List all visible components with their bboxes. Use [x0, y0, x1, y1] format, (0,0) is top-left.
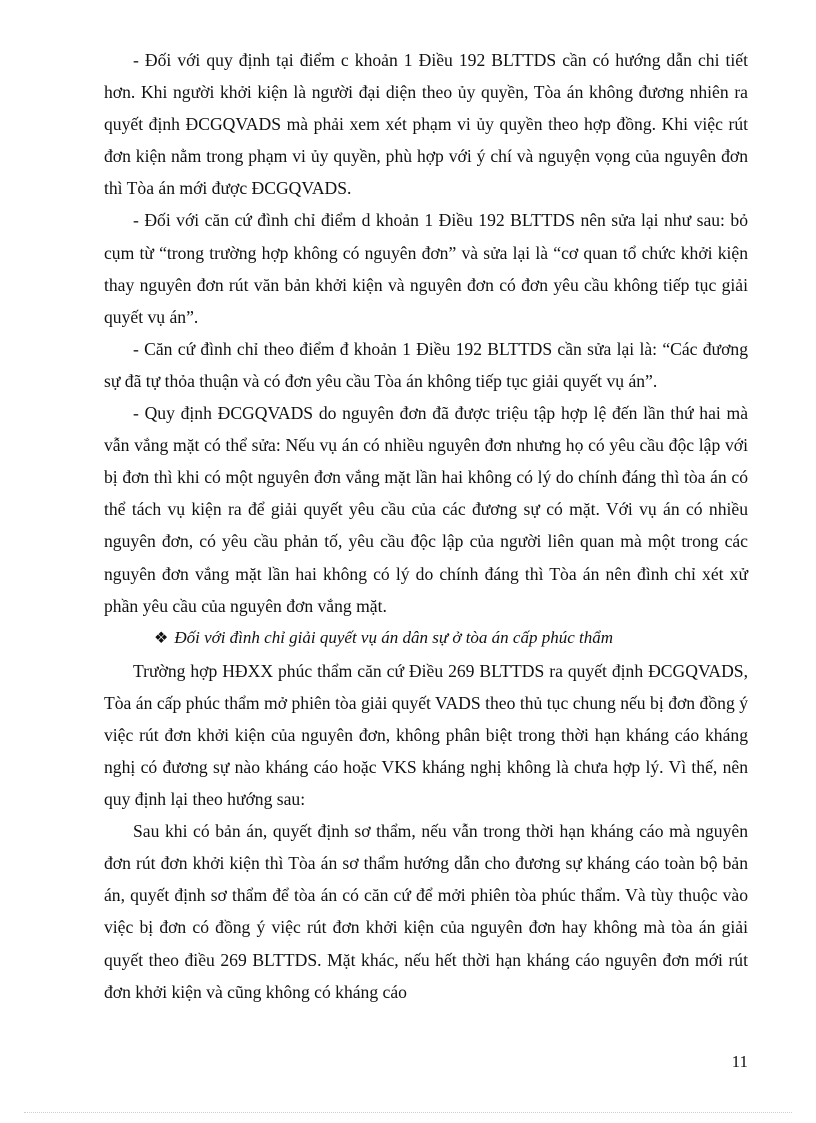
diamond-bullet-icon: ❖: [154, 629, 169, 647]
section-heading-text: Đối với đình chỉ giải quyết vụ án dân sự ở tòa án cấp phúc thẩm: [174, 627, 614, 647]
body-paragraph: - Quy định ĐCGQVADS do nguyên đơn đã được triệu tập hợp lệ đến lần thứ hai mà vẫn vắng mặt có thể sửa: Nếu vụ án có nhiều nguyên đơn nhưng họ có yêu cầu độc lập với bị đơn thì khi có một nguyên đơn vắng mặt lần hai không có lý do chính đáng thì tòa án có thể tách vụ kiện ra để giải quyết yêu cầu của các đương sự có mặt. Với vụ án có nhiều nguyên đơn, có yêu cầu phản tố, yêu cầu độc lập của người liên quan mà một trong các nguyên đơn vắng mặt lần hai không có lý do chính đáng thì Tòa án nên đình chỉ xét xử phần yêu cầu của nguyên đơn vắng mặt.: [104, 403, 748, 616]
page-number: 11: [731, 1052, 748, 1071]
page-divider: [24, 1112, 792, 1113]
body-paragraph: - Đối với căn cứ đình chỉ điểm d khoản 1 Điều 192 BLTTDS nên sửa lại như sau: bỏ cụm từ “trong trường hợp không có nguyên đơn” và sửa lại là “cơ quan tổ chức khởi kiện thay nguyên đơn rút văn bản khởi kiện và nguyên đơn có đơn yêu cầu không tiếp tục giải quyết vụ án”.: [104, 210, 748, 327]
body-paragraph: - Căn cứ đình chỉ theo điểm đ khoản 1 Điều 192 BLTTDS cần sửa lại là: “Các đương sự đã tự thỏa thuận và có đơn yêu cầu Tòa án không tiếp tục giải quyết vụ án”.: [104, 338, 748, 391]
body-paragraph: Sau khi có bản án, quyết định sơ thẩm, nếu vẫn trong thời hạn kháng cáo mà nguyên đơn rút đơn khởi kiện thì Tòa án sơ thẩm hướng dẫn cho đương sự kháng cáo toàn bộ bản án, quyết định sơ thẩm để tòa án có căn cứ để mởi phiên tòa phúc thẩm. Và tùy thuộc vào việc bị đơn có đồng ý việc rút đơn khởi kiện của nguyên đơn hay không mà tòa án giải quyết theo điều 269 BLTTDS. Mặt khác, nếu hết thời hạn kháng cáo nguyên đơn mới rút đơn khởi kiện và cũng không có kháng cáo: [104, 821, 748, 1002]
section-heading: [104, 622, 748, 655]
body-paragraph: Trường hợp HĐXX phúc thẩm căn cứ Điều 269 BLTTDS ra quyết định ĐCGQVADS, Tòa án cấp phúc thẩm mở phiên tòa giải quyết VADS theo thủ tục chung nếu bị đơn đồng ý việc rút đơn khởi kiện của nguyên đơn, không phân biệt trong thời hạn kháng cáo kháng nghị có đương sự nào kháng cáo hoặc VKS kháng nghị không là chưa hợp lý. Vì thế, nên quy định lại theo hướng sau:: [104, 660, 748, 810]
document-body: [104, 44, 748, 1008]
body-paragraph: - Đối với quy định tại điểm c khoản 1 Điều 192 BLTTDS cần có hướng dẫn chi tiết hơn. Khi người khởi kiện là người đại diện theo ủy quyền, Tòa án không đương nhiên ra quyết định ĐCGQVADS mà phải xem xét phạm vi ủy quyền theo hợp đồng. Khi việc rút đơn kiện nằm trong phạm vi ủy quyền, phù hợp với ý chí và nguyện vọng của nguyên đơn thì Tòa án mới được ĐCGQVADS.: [104, 50, 748, 199]
